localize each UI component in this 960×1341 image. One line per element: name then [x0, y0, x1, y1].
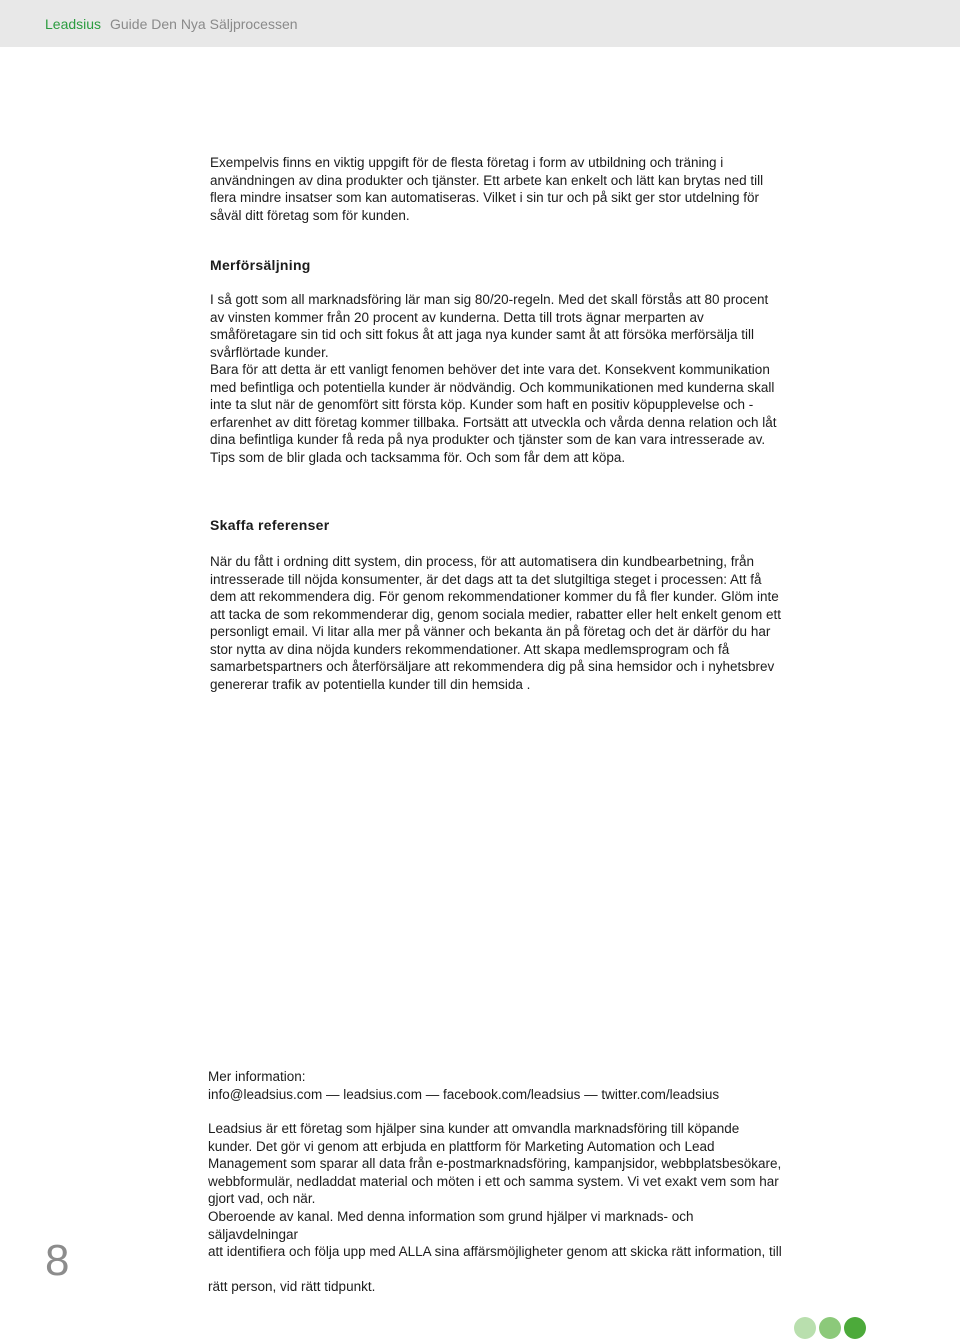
dot-icon-light — [794, 1317, 816, 1339]
referenser-paragraph: När du fått i ordning ditt system, din process, för att automatisera din kundbearbetning, från intresserade till nöjda konsumenter, är det dags att ta det slutgiltiga steget i processen: Att få dem att rekommendera dig. För genom rekommendationer kommer du få fler kunder. Glöm inte att tacka de som rekommenderar dig, genom sociala medier, rabatter eller helt enkelt genom ett personligt email. Vi litar alla mer på vänner och bekanta än på företag och det är därför du har stor nytta av dina nöjda kunders rekommendationer. Att skapa medlemsprogram och få samarbetspartners och återförsäljare att rekommendera dig på sina hemsidor och i nyhetsbrev genererar trafik av potentiella kunder till din hemsida . — [210, 554, 782, 692]
document-title: Guide Den Nya Säljprocessen — [110, 16, 298, 32]
company-description: Leadsius är ett företag som hjälper sina kunder att omvandla marknadsföring till köpande kunder. Det gör vi genom att erbjuda en plattform för Marketing Automation och Lead Management som sparar all data från e-postmarknadsföring, kampanjsidor, webbplatsbesökare, webbformulär, nedladdat material och möten i ett och samma system. Vi vet exakt vem som har gjort vad, och när. — [208, 1121, 782, 1206]
merforsaljning-paragraph-1: I så gott som all marknadsföring lär man sig 80/20-regeln. Med det skall förstås att 80 procent av vinsten kommer från 20 procent av kunderna. Detta till trots ägnar merparten av småföretagare sin tid och sitt fokus åt att jaga nya kunder samt åt att försöka merförsälja till svårflörtade kunder. — [210, 292, 769, 360]
intro-paragraph: Exempelvis finns en viktig uppgift för de flesta företag i form av utbildning och träning i användningen av dina produkter och tjänster. Ett arbete kan enkelt och lätt kan brytas ned till flera mindre insatser som kan automatiseras. Vilket i sin tur och på sikt ger stor utdelning för såväl ditt företag som för kunden. — [210, 155, 764, 223]
more-info-label: Mer information: — [208, 1069, 306, 1084]
merforsaljning-paragraph-2: Bara för att detta är ett vanligt fenomen behöver det inte vara det. Konsekvent kommunikation med befintliga och potentiella kunder är nödvändig. Och kommunikationen med kunderna skall inte ta slut när de genomfört sitt första köp. Kunder som haft en positiv köpupplevelse och -erfarenhet av ditt företag kommer tillbaka. Fortsätt att utveckla och vårda denna relation och låt dina befintliga kunder få reda på nya produkter och tjänster som de kan vara intresserade av. Tips som de blir glada och tacksamma för. Och som får dem att köpa. — [210, 362, 777, 465]
independent-line-3: rätt person, vid rätt tidpunkt. — [208, 1279, 376, 1294]
dot-icon-dark — [844, 1317, 866, 1339]
brand-name: Leadsius — [45, 16, 102, 32]
contact-links: info@leadsius.com — leadsius.com — facebook.com/leadsius — twitter.com/leadsius — [208, 1087, 720, 1102]
header-bar — [0, 0, 960, 47]
heading-merforsaljning: Merförsäljning — [210, 257, 311, 273]
independent-line-2: att identifiera och följa upp med ALLA sina affärsmöjligheter genom att skicka rätt information, till — [208, 1244, 782, 1259]
heading-skaffa-referenser: Skaffa referenser — [210, 517, 330, 533]
brand-dots-decoration — [794, 1317, 866, 1339]
independent-line-1: Oberoende av kanal. Med denna information som grund hjälper vi marknads- och säljavdelningar — [208, 1209, 694, 1242]
page-number: 8 — [45, 1236, 70, 1285]
dot-icon-mid — [819, 1317, 841, 1339]
